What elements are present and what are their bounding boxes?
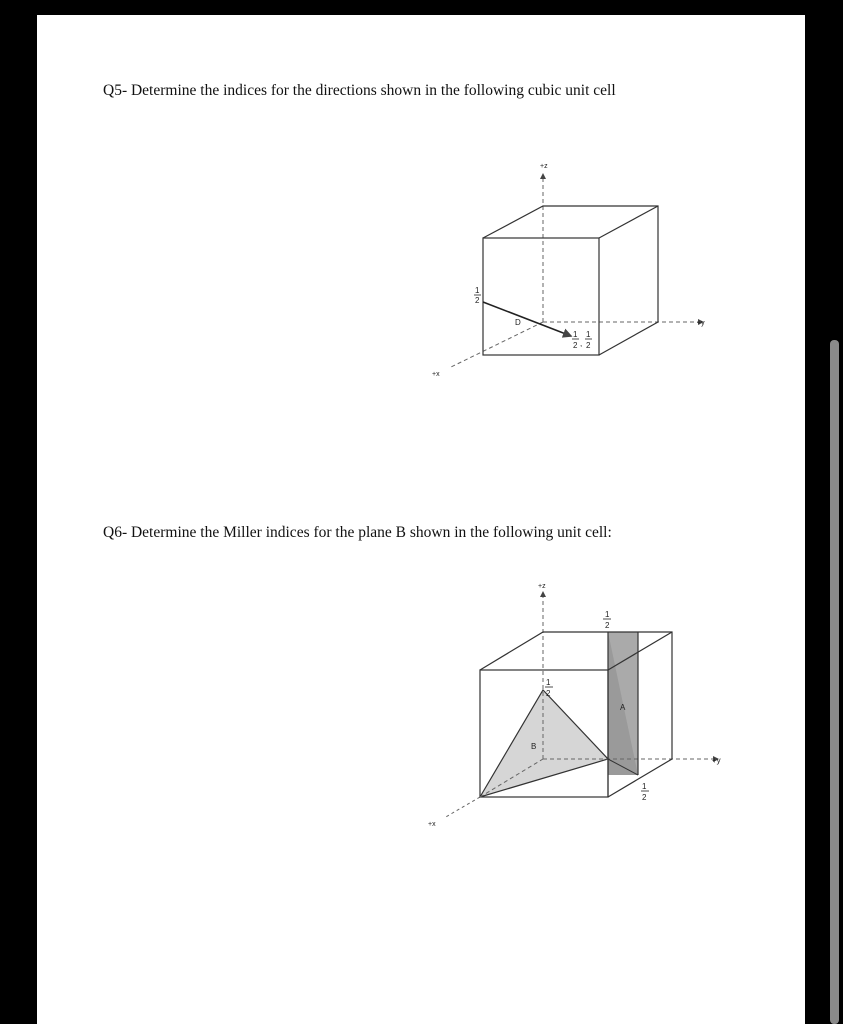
svg-text:1: 1 [586,330,591,339]
svg-text:1: 1 [573,330,578,339]
q6-half-top [603,610,611,630]
svg-text:2: 2 [642,793,647,802]
q6-plane-b [480,690,608,797]
q6-half-z [545,678,553,698]
svg-text:1: 1 [546,678,551,687]
q6-a-label: A [620,703,626,712]
q5-y-label: +y [697,320,705,327]
q6-x-label: +x [428,821,436,828]
svg-text:2: 2 [586,341,591,350]
svg-text:1: 1 [475,286,480,295]
q6-b-label: B [531,742,537,751]
svg-text:1: 1 [642,782,647,791]
q6-y-label: +y [712,756,721,765]
question-6-text: Q6- Determine the Miller indices for the plane B shown in the following unit cell: [103,524,612,541]
q5-x-label: +x [432,371,440,378]
svg-text:,: , [580,339,583,348]
svg-text:2: 2 [546,689,551,698]
q5-d-label: D [515,318,521,327]
q6-half-bottom [641,782,649,802]
q6-x-axis [444,797,480,818]
question-5-text: Q5- Determine the indices for the directions shown in the following cubic unit cell [103,82,616,99]
svg-text:2: 2 [573,341,578,350]
svg-text:2: 2 [475,296,480,305]
q5-z-label: +z [540,163,548,170]
svg-text:2: 2 [605,621,610,630]
q6-z-label: +z [538,583,546,590]
svg-text:1: 1 [605,610,610,619]
